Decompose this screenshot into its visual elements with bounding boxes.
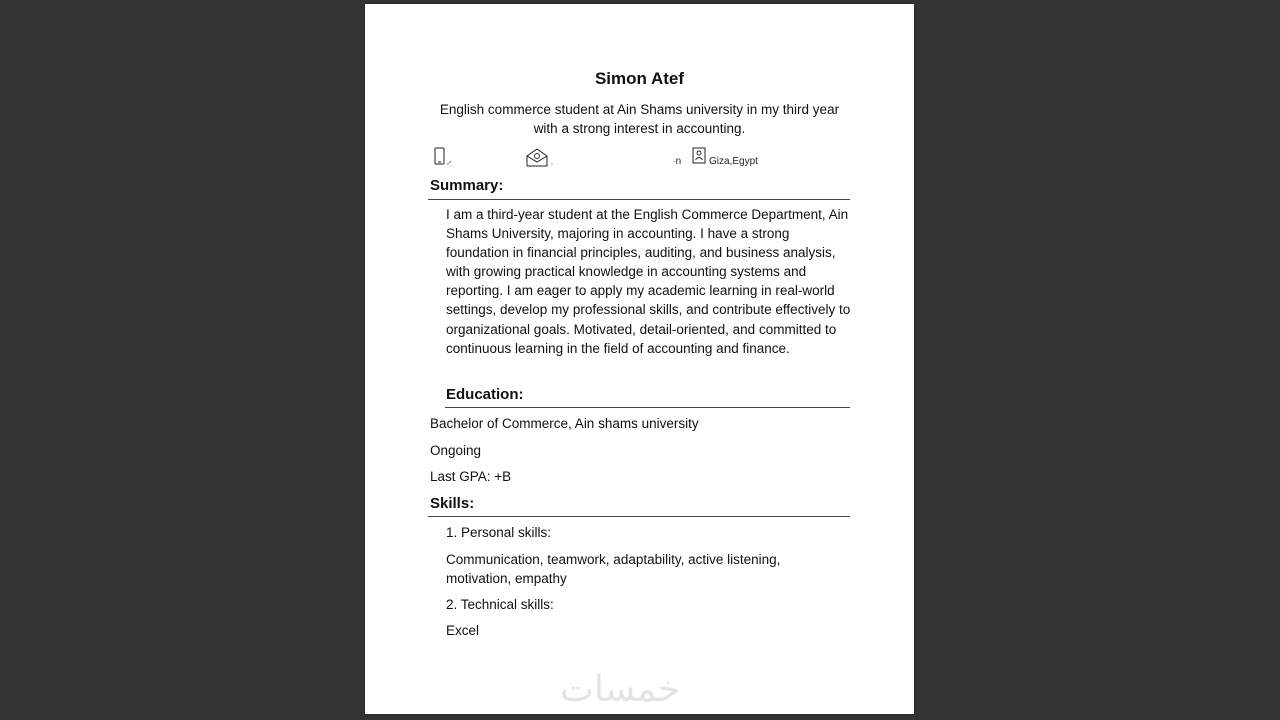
- technical-skills-list: Excel: [446, 623, 480, 638]
- education-degree: Bachelor of Commerce, Ain shams university: [430, 416, 699, 431]
- location-icon: [692, 147, 706, 164]
- education-heading: Education:: [446, 386, 524, 403]
- skills-divider: [428, 516, 850, 517]
- resume-name: Simon Atef: [594, 69, 685, 88]
- personal-skills-list: Communication, teamwork, adaptability, active listening, motivation, empathy: [446, 552, 781, 587]
- summary-text: I am a third-year student at the English Commerce Department, Ain Shams University, majoring in accounting. I have a strong foundation in financial principles, auditing, and business analysis, with growing practical knowledge in accounting systems and reporting. I am eager to apply my academic learning in real-world settings, develop my professional skills, and contribute effectively to organizational goals. Motivated, detail-oriented, and committed to continuous learning in the field of accounting and finance.: [446, 207, 851, 356]
- education-divider: [445, 407, 850, 408]
- education-status: Ongoing: [430, 443, 482, 458]
- watermark-logo: خمسات: [560, 669, 681, 710]
- email-icon: [525, 148, 555, 168]
- resume-page: [365, 4, 914, 714]
- location-text: Giza,Egypt: [709, 156, 758, 167]
- phone-icon: [434, 147, 454, 167]
- summary-heading: Summary:: [430, 177, 504, 194]
- resume-tagline: English commerce student at Ain Shams university in my third year with a strong interest in accounting.: [439, 102, 840, 136]
- personal-skills-title: 1. Personal skills:: [446, 525, 552, 540]
- skills-heading: Skills:: [430, 495, 475, 512]
- technical-skills-title: 2. Technical skills:: [446, 597, 554, 612]
- linkedin-fragment: -n: [673, 156, 682, 167]
- contact-row: [365, 147, 914, 169]
- summary-divider: [428, 199, 850, 200]
- education-gpa: Last GPA: +B: [430, 469, 512, 484]
